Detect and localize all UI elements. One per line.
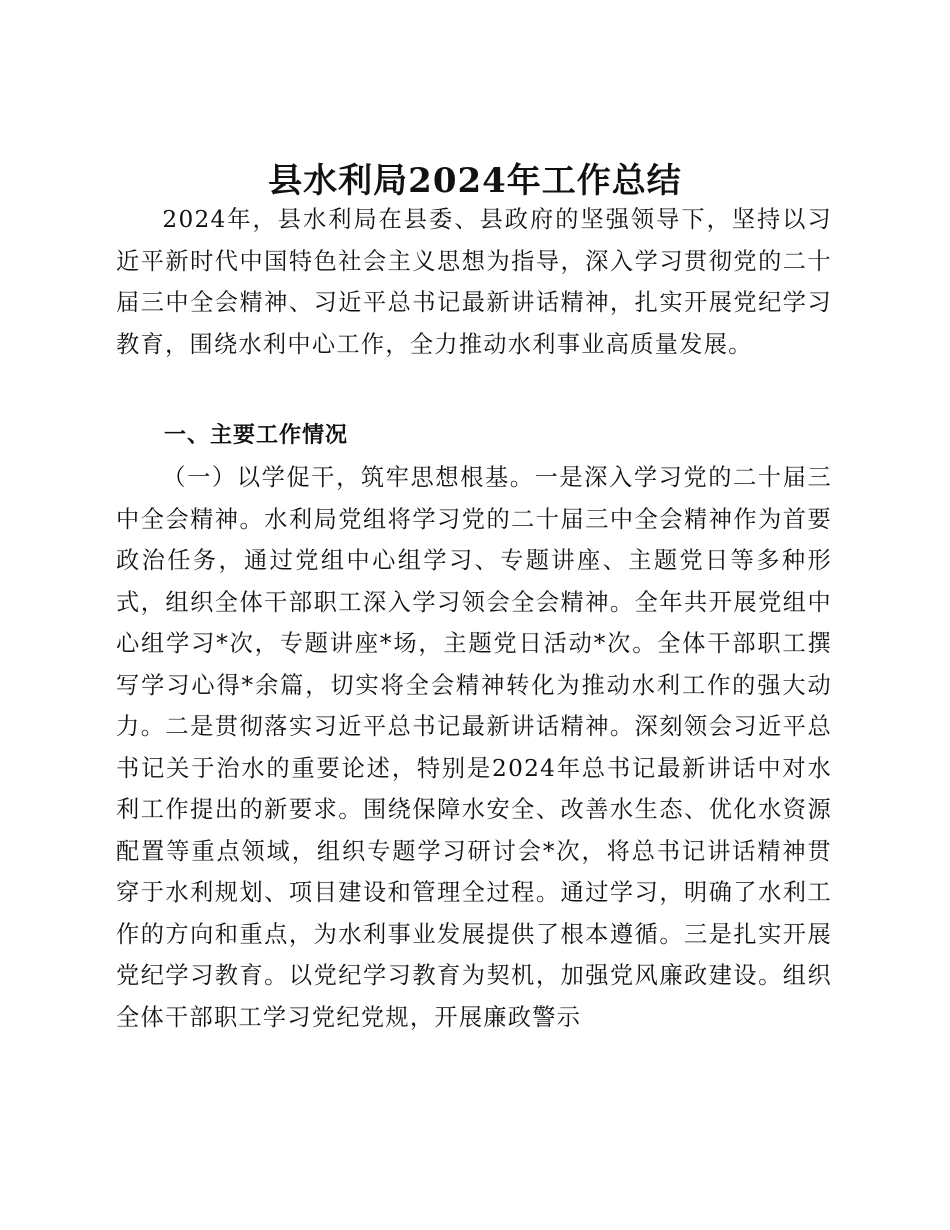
section-heading: 一、主要工作情况 [164, 423, 349, 448]
section-paragraph: （一）以学促干，筑牢思想根基。一是深入学习党的二十届三中全会精神。水利局党组将学习党的二十届三中全会精神作为首要政治任务，通过党组中心组学习、专题讲座、主题党日等多种形式，组织全体干部职工深入学习领会全会精神。全年共开展党组中心组学习*次，专题讲座*场，主题党日活动*次。全体干部职工撰写学习心得*余篇，切实将全会精神转化为推动水利工作的强大动力。二是贯彻落实习近平总书记最新讲话精神。深刻领会习近平总书记关于治水的重要论述，特别是2024年总书记最新讲话中对水利工作提出的新要求。围绕保障水安全、改善水生态、优化水资源配置等重点领域，组织专题学习研讨会*次，将总书记讲话精神贯穿于水利规划、项目建设和管理全过程。通过学习，明确了水利工作的方向和重点，为水利事业发展提供了根本遵循。三是扎实开展党纪学习教育。以党纪学习教育为契机，加强党风廉政建设。组织全体干部职工学习党纪党规，开展廉政警示 [116, 464, 832, 1031]
intro-paragraph: 2024年，县水利局在县委、县政府的坚强领导下，坚持以习近平新时代中国特色社会主义思想为指导，深入学习贯彻党的二十届三中全会精神、习近平总书记最新讲话精神，扎实开展党纪学习教育，围绕水利中心工作，全力推动水利事业高质量发展。 [116, 206, 832, 358]
document-title: 县水利局2024年工作总结 [268, 160, 682, 201]
